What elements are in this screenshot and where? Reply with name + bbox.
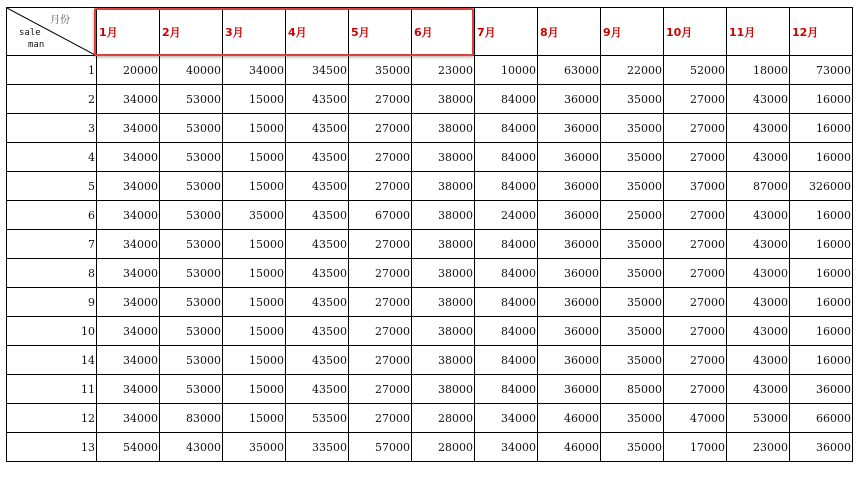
sales-value-cell[interactable]: 16000: [790, 114, 853, 143]
table-row: [7, 172, 853, 201]
sales-value-cell[interactable]: 38000: [412, 375, 475, 404]
table-row: [7, 346, 853, 375]
salesman-id-cell[interactable]: 1: [7, 56, 97, 85]
sales-value-cell[interactable]: 28000: [412, 433, 475, 462]
sales-value-cell[interactable]: 23000: [412, 56, 475, 85]
sales-value-cell[interactable]: 27000: [664, 143, 727, 172]
sales-value-cell[interactable]: 53000: [160, 375, 223, 404]
sales-value-cell[interactable]: 27000: [349, 317, 412, 346]
sales-value-cell[interactable]: 27000: [349, 288, 412, 317]
sales-value-cell[interactable]: 84000: [475, 230, 538, 259]
sales-value-cell[interactable]: 36000: [538, 114, 601, 143]
sales-value-cell[interactable]: 27000: [349, 404, 412, 433]
month-header-cell[interactable]: 7月: [475, 8, 538, 56]
month-header-cell[interactable]: 3月: [223, 8, 286, 56]
sales-value-cell[interactable]: 43500: [286, 346, 349, 375]
sales-value-cell[interactable]: 17000: [664, 433, 727, 462]
table-row: [7, 85, 853, 114]
corner-month-label: 月份: [50, 15, 70, 26]
sales-value-cell[interactable]: 15000: [223, 172, 286, 201]
sales-value-cell[interactable]: 37000: [664, 172, 727, 201]
sales-value-cell[interactable]: 20000: [97, 56, 160, 85]
salesman-id-cell[interactable]: 13: [7, 433, 97, 462]
sales-value-cell[interactable]: 38000: [412, 172, 475, 201]
sales-value-cell[interactable]: 16000: [790, 346, 853, 375]
sales-value-cell[interactable]: 84000: [475, 317, 538, 346]
sales-value-cell[interactable]: 43000: [160, 433, 223, 462]
sales-value-cell[interactable]: 24000: [475, 201, 538, 230]
sales-value-cell[interactable]: 28000: [412, 404, 475, 433]
sales-value-cell[interactable]: 15000: [223, 346, 286, 375]
sales-value-cell[interactable]: 22000: [601, 56, 664, 85]
sales-value-cell[interactable]: 35000: [223, 201, 286, 230]
sales-value-cell[interactable]: 53000: [160, 230, 223, 259]
sales-value-cell[interactable]: 83000: [160, 404, 223, 433]
sales-value-cell[interactable]: 27000: [664, 317, 727, 346]
sales-value-cell[interactable]: 35000: [601, 433, 664, 462]
sales-value-cell[interactable]: 27000: [664, 346, 727, 375]
sales-value-cell[interactable]: 27000: [664, 114, 727, 143]
sales-value-cell[interactable]: 38000: [412, 201, 475, 230]
sales-value-cell[interactable]: 73000: [790, 56, 853, 85]
sales-value-cell[interactable]: 27000: [349, 85, 412, 114]
month-header-cell[interactable]: 11月: [727, 8, 790, 56]
sales-value-cell[interactable]: 84000: [475, 259, 538, 288]
table-row: [7, 375, 853, 404]
sales-value-cell[interactable]: 43500: [286, 317, 349, 346]
month-header-cell[interactable]: 1月: [97, 8, 160, 56]
table-row: [7, 143, 853, 172]
sales-value-cell[interactable]: 43000: [727, 143, 790, 172]
sales-value-cell[interactable]: 36000: [538, 143, 601, 172]
sales-value-cell[interactable]: 53500: [286, 404, 349, 433]
sales-value-cell[interactable]: 27000: [664, 85, 727, 114]
salesman-id-cell[interactable]: 8: [7, 259, 97, 288]
sales-value-cell[interactable]: 35000: [223, 433, 286, 462]
sales-value-cell[interactable]: 18000: [727, 56, 790, 85]
sales-value-cell[interactable]: 38000: [412, 288, 475, 317]
sales-value-cell[interactable]: 38000: [412, 114, 475, 143]
corner-salesman-label-line2: man: [28, 40, 45, 50]
sales-value-cell[interactable]: 38000: [412, 346, 475, 375]
sales-value-cell[interactable]: 54000: [97, 433, 160, 462]
sales-value-cell[interactable]: 16000: [790, 201, 853, 230]
sales-value-cell[interactable]: 34000: [97, 201, 160, 230]
sales-value-cell[interactable]: 38000: [412, 85, 475, 114]
sales-value-cell[interactable]: 16000: [790, 317, 853, 346]
sales-value-cell[interactable]: 35000: [601, 317, 664, 346]
table-row: [7, 56, 853, 85]
month-header-cell[interactable]: 2月: [160, 8, 223, 56]
sales-value-cell[interactable]: 84000: [475, 143, 538, 172]
sales-value-cell[interactable]: 34000: [475, 404, 538, 433]
sales-value-cell[interactable]: 43500: [286, 230, 349, 259]
sales-value-cell[interactable]: 27000: [349, 230, 412, 259]
sales-value-cell[interactable]: 53000: [160, 114, 223, 143]
sales-value-cell[interactable]: 27000: [349, 114, 412, 143]
salesman-id-cell[interactable]: 5: [7, 172, 97, 201]
sales-value-cell[interactable]: 34000: [97, 375, 160, 404]
sales-value-cell[interactable]: 34000: [97, 288, 160, 317]
sales-value-cell[interactable]: 85000: [601, 375, 664, 404]
sales-value-cell[interactable]: 38000: [412, 317, 475, 346]
sales-value-cell[interactable]: 10000: [475, 56, 538, 85]
sales-value-cell[interactable]: 36000: [538, 85, 601, 114]
sales-value-cell[interactable]: 36000: [538, 288, 601, 317]
sales-value-cell[interactable]: 43500: [286, 259, 349, 288]
month-header-cell[interactable]: 5月: [349, 8, 412, 56]
sales-value-cell[interactable]: 43000: [727, 317, 790, 346]
sales-value-cell[interactable]: 46000: [538, 404, 601, 433]
salesman-id-cell[interactable]: 3: [7, 114, 97, 143]
table-row: [7, 230, 853, 259]
month-header-cell[interactable]: 10月: [664, 8, 727, 56]
sales-value-cell[interactable]: 35000: [601, 114, 664, 143]
sales-value-cell[interactable]: 15000: [223, 114, 286, 143]
sales-value-cell[interactable]: 36000: [790, 375, 853, 404]
sales-value-cell[interactable]: 43500: [286, 143, 349, 172]
sales-value-cell[interactable]: 43000: [727, 288, 790, 317]
sales-value-cell[interactable]: 35000: [601, 288, 664, 317]
table-row: [7, 288, 853, 317]
sales-value-cell[interactable]: 23000: [727, 433, 790, 462]
sales-value-cell[interactable]: 27000: [664, 201, 727, 230]
sales-value-cell[interactable]: 38000: [412, 143, 475, 172]
sales-value-cell[interactable]: 27000: [349, 346, 412, 375]
sales-value-cell[interactable]: 27000: [664, 375, 727, 404]
sales-value-cell[interactable]: 84000: [475, 172, 538, 201]
sales-value-cell[interactable]: 47000: [664, 404, 727, 433]
sales-value-cell[interactable]: 34000: [223, 56, 286, 85]
sales-value-cell[interactable]: 35000: [601, 346, 664, 375]
salesman-id-cell[interactable]: 9: [7, 288, 97, 317]
month-header-cell[interactable]: 4月: [286, 8, 349, 56]
salesman-id-cell[interactable]: 12: [7, 404, 97, 433]
sales-value-cell[interactable]: 38000: [412, 259, 475, 288]
sales-value-cell[interactable]: 36000: [790, 433, 853, 462]
sales-value-cell[interactable]: 15000: [223, 259, 286, 288]
sales-value-cell[interactable]: 84000: [475, 114, 538, 143]
sales-value-cell[interactable]: 84000: [475, 375, 538, 404]
sales-value-cell[interactable]: 34000: [97, 259, 160, 288]
table-row: [7, 404, 853, 433]
sales-value-cell[interactable]: 43500: [286, 114, 349, 143]
salesman-id-cell[interactable]: 10: [7, 317, 97, 346]
sales-value-cell[interactable]: 53000: [727, 404, 790, 433]
sales-value-cell[interactable]: 43500: [286, 201, 349, 230]
sales-value-cell[interactable]: 36000: [538, 259, 601, 288]
sales-value-cell[interactable]: 36000: [538, 346, 601, 375]
sales-value-cell[interactable]: 27000: [349, 375, 412, 404]
salesman-id-cell[interactable]: 2: [7, 85, 97, 114]
sales-value-cell[interactable]: 53000: [160, 172, 223, 201]
sales-value-cell[interactable]: 15000: [223, 288, 286, 317]
sales-value-cell[interactable]: 34000: [475, 433, 538, 462]
sales-value-cell[interactable]: 34000: [97, 404, 160, 433]
sales-value-cell[interactable]: 53000: [160, 143, 223, 172]
sales-value-cell[interactable]: 33500: [286, 433, 349, 462]
sales-value-cell[interactable]: 35000: [601, 404, 664, 433]
table-row: [7, 433, 853, 462]
sales-value-cell[interactable]: 15000: [223, 404, 286, 433]
salesman-id-cell[interactable]: 7: [7, 230, 97, 259]
sales-value-cell[interactable]: 67000: [349, 201, 412, 230]
header-row: [7, 8, 853, 56]
sales-value-cell[interactable]: 36000: [538, 375, 601, 404]
sales-value-cell[interactable]: 27000: [664, 259, 727, 288]
sales-value-cell[interactable]: 27000: [349, 172, 412, 201]
sales-value-cell[interactable]: 35000: [601, 85, 664, 114]
sales-value-cell[interactable]: 87000: [727, 172, 790, 201]
sales-value-cell[interactable]: 27000: [664, 230, 727, 259]
sales-value-cell[interactable]: 38000: [412, 230, 475, 259]
table-row: [7, 201, 853, 230]
sales-value-cell[interactable]: 16000: [790, 259, 853, 288]
sales-value-cell[interactable]: 43500: [286, 375, 349, 404]
sales-value-cell[interactable]: 34000: [97, 114, 160, 143]
sales-table: [6, 7, 853, 462]
sales-value-cell[interactable]: 27000: [664, 288, 727, 317]
sales-value-cell[interactable]: 34000: [97, 85, 160, 114]
sales-value-cell[interactable]: 43500: [286, 172, 349, 201]
table-row: [7, 259, 853, 288]
month-header-cell[interactable]: 6月: [412, 8, 475, 56]
sales-value-cell[interactable]: 43000: [727, 85, 790, 114]
sales-value-cell[interactable]: 43000: [727, 375, 790, 404]
sales-value-cell[interactable]: 84000: [475, 288, 538, 317]
sales-value-cell[interactable]: 53000: [160, 346, 223, 375]
sales-value-cell[interactable]: 43000: [727, 259, 790, 288]
sales-value-cell[interactable]: 40000: [160, 56, 223, 85]
sales-value-cell[interactable]: 27000: [349, 259, 412, 288]
sales-value-cell[interactable]: 43000: [727, 230, 790, 259]
sales-value-cell[interactable]: 36000: [538, 317, 601, 346]
sales-value-cell[interactable]: 84000: [475, 85, 538, 114]
month-header-cell[interactable]: 8月: [538, 8, 601, 56]
sales-value-cell[interactable]: 46000: [538, 433, 601, 462]
salesman-id-cell[interactable]: 6: [7, 201, 97, 230]
month-header-cell[interactable]: 12月: [790, 8, 853, 56]
sales-value-cell[interactable]: 66000: [790, 404, 853, 433]
table-row: [7, 317, 853, 346]
sales-value-cell[interactable]: 34000: [97, 172, 160, 201]
sales-value-cell[interactable]: 63000: [538, 56, 601, 85]
table-body: [7, 56, 853, 462]
sales-value-cell[interactable]: 15000: [223, 143, 286, 172]
sales-value-cell[interactable]: 43500: [286, 288, 349, 317]
sales-value-cell[interactable]: 34000: [97, 230, 160, 259]
salesman-id-cell[interactable]: 14: [7, 346, 97, 375]
sales-value-cell[interactable]: 84000: [475, 346, 538, 375]
sales-value-cell[interactable]: 326000: [790, 172, 853, 201]
sales-value-cell[interactable]: 15000: [223, 317, 286, 346]
corner-salesman-label-line1: sale: [19, 28, 41, 38]
sales-value-cell[interactable]: 27000: [349, 143, 412, 172]
sales-value-cell[interactable]: 53000: [160, 259, 223, 288]
sales-value-cell[interactable]: 34000: [97, 346, 160, 375]
sales-value-cell[interactable]: 36000: [538, 201, 601, 230]
sales-value-cell[interactable]: 57000: [349, 433, 412, 462]
sales-value-cell[interactable]: 15000: [223, 85, 286, 114]
sales-value-cell[interactable]: 35000: [349, 56, 412, 85]
corner-header-cell[interactable]: [7, 8, 97, 56]
salesman-id-cell[interactable]: 11: [7, 375, 97, 404]
sales-value-cell[interactable]: 43000: [727, 201, 790, 230]
sales-value-cell[interactable]: 34000: [97, 317, 160, 346]
sales-value-cell[interactable]: 35000: [601, 143, 664, 172]
sales-value-cell[interactable]: 53000: [160, 317, 223, 346]
sales-value-cell[interactable]: 43000: [727, 346, 790, 375]
sales-value-cell[interactable]: 53000: [160, 201, 223, 230]
sales-value-cell[interactable]: 16000: [790, 85, 853, 114]
sales-value-cell[interactable]: 35000: [601, 230, 664, 259]
sales-value-cell[interactable]: 16000: [790, 143, 853, 172]
sales-value-cell[interactable]: 16000: [790, 230, 853, 259]
sales-value-cell[interactable]: 43000: [727, 114, 790, 143]
sales-value-cell[interactable]: 15000: [223, 375, 286, 404]
sales-value-cell[interactable]: 35000: [601, 172, 664, 201]
sales-value-cell[interactable]: 52000: [664, 56, 727, 85]
sales-value-cell[interactable]: 15000: [223, 230, 286, 259]
month-header-cell[interactable]: 9月: [601, 8, 664, 56]
sales-value-cell[interactable]: 34500: [286, 56, 349, 85]
sales-value-cell[interactable]: 36000: [538, 172, 601, 201]
sales-value-cell[interactable]: 16000: [790, 288, 853, 317]
salesman-id-cell[interactable]: 4: [7, 143, 97, 172]
sales-value-cell[interactable]: 36000: [538, 230, 601, 259]
sales-value-cell[interactable]: 53000: [160, 85, 223, 114]
sales-value-cell[interactable]: 35000: [601, 259, 664, 288]
table-row: [7, 114, 853, 143]
sales-value-cell[interactable]: 34000: [97, 143, 160, 172]
sales-value-cell[interactable]: 53000: [160, 288, 223, 317]
sales-value-cell[interactable]: 43500: [286, 85, 349, 114]
sales-value-cell[interactable]: 25000: [601, 201, 664, 230]
